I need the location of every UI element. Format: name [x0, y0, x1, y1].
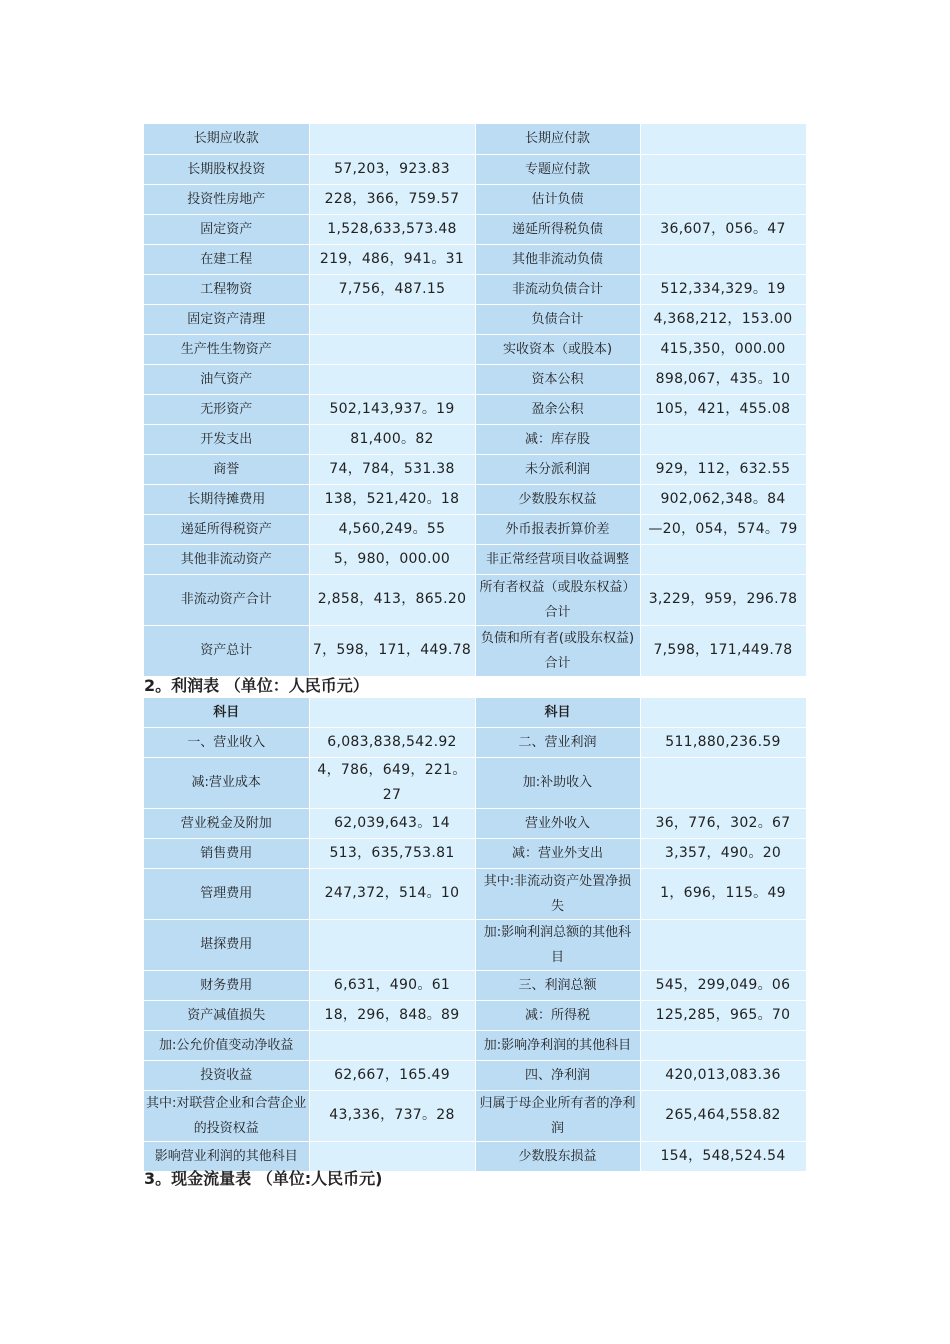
balance-sheet-item-value: 4,560,249。55 — [309, 514, 475, 544]
balance-sheet-item-label: 负债合计 — [475, 304, 640, 334]
income-statement-row — [144, 727, 806, 757]
balance-sheet-item-value: 902,062,348。84 — [640, 484, 806, 514]
balance-sheet-item-value: 502,143,937。19 — [309, 394, 475, 424]
balance-sheet-item-value: 7，598，171，449.78 — [309, 625, 475, 676]
balance-sheet-item-label: 减：库存股 — [475, 424, 640, 454]
income-statement-item-value: 18，296，848。89 — [309, 1000, 475, 1030]
income-statement-item-label: 其中:对联营企业和合营企业的投资权益 — [144, 1090, 309, 1141]
balance-sheet-item-value: 898,067，435。10 — [640, 364, 806, 394]
income-statement-row — [144, 868, 806, 919]
income-statement-item-label: 科目 — [144, 698, 309, 727]
balance-sheet-item-value: 57,203，923.83 — [309, 154, 475, 184]
balance-sheet-item-value — [309, 334, 475, 364]
balance-sheet-item-label: 其他非流动负债 — [475, 244, 640, 274]
income-statement-item-label: 减：营业外支出 — [475, 838, 640, 868]
income-statement-item-value: 3,357，490。20 — [640, 838, 806, 868]
balance-sheet-item-label: 商誉 — [144, 454, 309, 484]
balance-sheet-item-label: 长期待摊费用 — [144, 484, 309, 514]
balance-sheet-table — [144, 124, 807, 677]
income-statement-item-label: 少数股东损益 — [475, 1141, 640, 1171]
income-statement-item-label: 归属于母企业所有者的净利润 — [475, 1090, 640, 1141]
balance-sheet-item-value: 929，112，632.55 — [640, 454, 806, 484]
balance-sheet-item-value — [640, 424, 806, 454]
income-statement-item-value — [640, 698, 806, 727]
income-statement-item-label: 加:影响利润总额的其他科目 — [475, 919, 640, 970]
income-statement-heading: 2。利润表 （单位：人民币元） — [144, 676, 369, 695]
balance-sheet-row — [144, 625, 806, 676]
balance-sheet-row — [144, 214, 806, 244]
income-statement-item-label: 营业外收入 — [475, 808, 640, 838]
income-statement-item-value: 43,336，737。28 — [309, 1090, 475, 1141]
balance-sheet-item-label: 油气资产 — [144, 364, 309, 394]
balance-sheet-item-label: 负债和所有者(或股东权益)合计 — [475, 625, 640, 676]
balance-sheet-item-value: 7,598，171,449.78 — [640, 625, 806, 676]
balance-sheet-item-label: 实收资本（或股本) — [475, 334, 640, 364]
income-statement-row — [144, 1060, 806, 1090]
income-statement-row — [144, 1090, 806, 1141]
balance-sheet-row — [144, 544, 806, 574]
income-statement-item-value: 62,667，165.49 — [309, 1060, 475, 1090]
balance-sheet-item-label: 固定资产 — [144, 214, 309, 244]
balance-sheet-item-value — [309, 364, 475, 394]
balance-sheet-item-label: 少数股东权益 — [475, 484, 640, 514]
balance-sheet-item-label: 非流动负债合计 — [475, 274, 640, 304]
income-statement-row — [144, 919, 806, 970]
income-statement-item-value — [309, 1030, 475, 1060]
balance-sheet-item-label: 所有者权益（或股东权益）合计 — [475, 574, 640, 625]
income-statement-row — [144, 1000, 806, 1030]
balance-sheet-item-value: 228，366，759.57 — [309, 184, 475, 214]
income-statement-table — [144, 698, 807, 1172]
balance-sheet-item-value: 138，521,420。18 — [309, 484, 475, 514]
balance-sheet-item-value: 74，784，531.38 — [309, 454, 475, 484]
income-statement-item-value: 36，776，302。67 — [640, 808, 806, 838]
income-statement-item-label: 四、净利润 — [475, 1060, 640, 1090]
income-statement-item-label: 加:公允价值变动净收益 — [144, 1030, 309, 1060]
income-statement-item-value: 62,039,643。14 — [309, 808, 475, 838]
balance-sheet-item-label: 其他非流动资产 — [144, 544, 309, 574]
balance-sheet-item-value: 1,528,633,573.48 — [309, 214, 475, 244]
balance-sheet-item-label: 资本公积 — [475, 364, 640, 394]
balance-sheet-item-value — [640, 184, 806, 214]
balance-sheet-row — [144, 454, 806, 484]
income-statement-item-value: 247,372，514。10 — [309, 868, 475, 919]
income-statement-item-label: 影响营业利润的其他科目 — [144, 1141, 309, 1171]
balance-sheet-row — [144, 154, 806, 184]
income-statement-row — [144, 838, 806, 868]
income-statement-row — [144, 757, 806, 808]
balance-sheet-item-value: —20，054，574。79 — [640, 514, 806, 544]
balance-sheet-item-value — [640, 124, 806, 154]
balance-sheet-item-value — [640, 154, 806, 184]
balance-sheet-item-label: 长期应付款 — [475, 124, 640, 154]
income-statement-item-value — [640, 1030, 806, 1060]
income-statement-row — [144, 970, 806, 1000]
income-statement-item-label: 减:营业成本 — [144, 757, 309, 808]
income-statement-item-label: 一、营业收入 — [144, 727, 309, 757]
income-statement-item-value: 511,880,236.59 — [640, 727, 806, 757]
balance-sheet-row — [144, 184, 806, 214]
balance-sheet-item-value: 4,368,212，153.00 — [640, 304, 806, 334]
income-statement-item-label: 其中:非流动资产处置净损失 — [475, 868, 640, 919]
balance-sheet-row — [144, 394, 806, 424]
cashflow-statement-heading: 3。现金流量表 （单位:人民币元) — [144, 1169, 383, 1188]
income-statement-item-label: 管理费用 — [144, 868, 309, 919]
income-statement-item-value — [640, 919, 806, 970]
income-statement-item-label: 财务费用 — [144, 970, 309, 1000]
income-statement-item-label: 加:补助收入 — [475, 757, 640, 808]
balance-sheet-item-label: 非流动资产合计 — [144, 574, 309, 625]
balance-sheet-item-label: 长期应收款 — [144, 124, 309, 154]
balance-sheet-item-value — [309, 304, 475, 334]
balance-sheet-item-value: 7,756，487.15 — [309, 274, 475, 304]
balance-sheet-item-label: 无形资产 — [144, 394, 309, 424]
balance-sheet-item-value: 3,229，959，296.78 — [640, 574, 806, 625]
income-statement-item-value: 6,631，490。61 — [309, 970, 475, 1000]
income-statement-item-value: 154，548,524.54 — [640, 1141, 806, 1171]
income-statement-item-value: 513，635,753.81 — [309, 838, 475, 868]
income-statement-item-value: 265,464,558.82 — [640, 1090, 806, 1141]
income-statement-item-value — [640, 757, 806, 808]
income-statement-item-value: 4，786，649，221。27 — [309, 757, 475, 808]
income-statement-item-label: 营业税金及附加 — [144, 808, 309, 838]
balance-sheet-item-value: 512,334,329。19 — [640, 274, 806, 304]
balance-sheet-row — [144, 364, 806, 394]
income-statement-header-row — [144, 698, 806, 727]
income-statement-item-label: 投资收益 — [144, 1060, 309, 1090]
balance-sheet-item-label: 投资性房地产 — [144, 184, 309, 214]
income-statement-item-label: 堪探费用 — [144, 919, 309, 970]
balance-sheet-item-value: 219，486，941。31 — [309, 244, 475, 274]
income-statement-row — [144, 1030, 806, 1060]
balance-sheet-item-label: 递延所得税负债 — [475, 214, 640, 244]
balance-sheet-item-label: 未分派利润 — [475, 454, 640, 484]
balance-sheet-item-value — [640, 544, 806, 574]
income-statement-item-value: 545，299,049。06 — [640, 970, 806, 1000]
balance-sheet-item-value: 105，421，455.08 — [640, 394, 806, 424]
balance-sheet-item-value — [309, 124, 475, 154]
balance-sheet-item-label: 非正常经营项目收益调整 — [475, 544, 640, 574]
balance-sheet-item-value: 81,400。82 — [309, 424, 475, 454]
income-statement-item-value: 1，696，115。49 — [640, 868, 806, 919]
income-statement-item-label: 减：所得税 — [475, 1000, 640, 1030]
income-statement-item-value: 420,013,083.36 — [640, 1060, 806, 1090]
income-statement-item-label: 资产减值损失 — [144, 1000, 309, 1030]
balance-sheet-item-label: 生产性生物资产 — [144, 334, 309, 364]
income-statement-item-value: 6,083,838,542.92 — [309, 727, 475, 757]
balance-sheet-item-label: 在建工程 — [144, 244, 309, 274]
balance-sheet-row — [144, 304, 806, 334]
balance-sheet-item-label: 开发支出 — [144, 424, 309, 454]
balance-sheet-row — [144, 334, 806, 364]
balance-sheet-item-label: 资产总计 — [144, 625, 309, 676]
balance-sheet-row — [144, 574, 806, 625]
balance-sheet-item-value: 415,350，000.00 — [640, 334, 806, 364]
balance-sheet-item-label: 固定资产清理 — [144, 304, 309, 334]
income-statement-item-label: 销售费用 — [144, 838, 309, 868]
balance-sheet-item-label: 估计负债 — [475, 184, 640, 214]
balance-sheet-item-label: 盈余公积 — [475, 394, 640, 424]
income-statement-item-label: 二、营业利润 — [475, 727, 640, 757]
income-statement-item-value — [309, 698, 475, 727]
balance-sheet-item-label: 工程物资 — [144, 274, 309, 304]
income-statement-row — [144, 808, 806, 838]
balance-sheet-item-value — [640, 244, 806, 274]
balance-sheet-row — [144, 244, 806, 274]
balance-sheet-row — [144, 424, 806, 454]
income-statement-item-value — [309, 919, 475, 970]
income-statement-item-label: 加:影响净利润的其他科目 — [475, 1030, 640, 1060]
balance-sheet-item-value: 5，980，000.00 — [309, 544, 475, 574]
balance-sheet-row — [144, 514, 806, 544]
balance-sheet-row — [144, 484, 806, 514]
balance-sheet-item-value: 2,858，413，865.20 — [309, 574, 475, 625]
balance-sheet-item-label: 递延所得税资产 — [144, 514, 309, 544]
balance-sheet-row — [144, 274, 806, 304]
income-statement-item-label: 科目 — [475, 698, 640, 727]
balance-sheet-item-label: 专题应付款 — [475, 154, 640, 184]
balance-sheet-item-value: 36,607，056。47 — [640, 214, 806, 244]
balance-sheet-item-label: 外币报表折算价差 — [475, 514, 640, 544]
income-statement-item-label: 三、利润总额 — [475, 970, 640, 1000]
balance-sheet-item-label: 长期股权投资 — [144, 154, 309, 184]
balance-sheet-row — [144, 124, 806, 154]
income-statement-item-value: 125,285，965。70 — [640, 1000, 806, 1030]
